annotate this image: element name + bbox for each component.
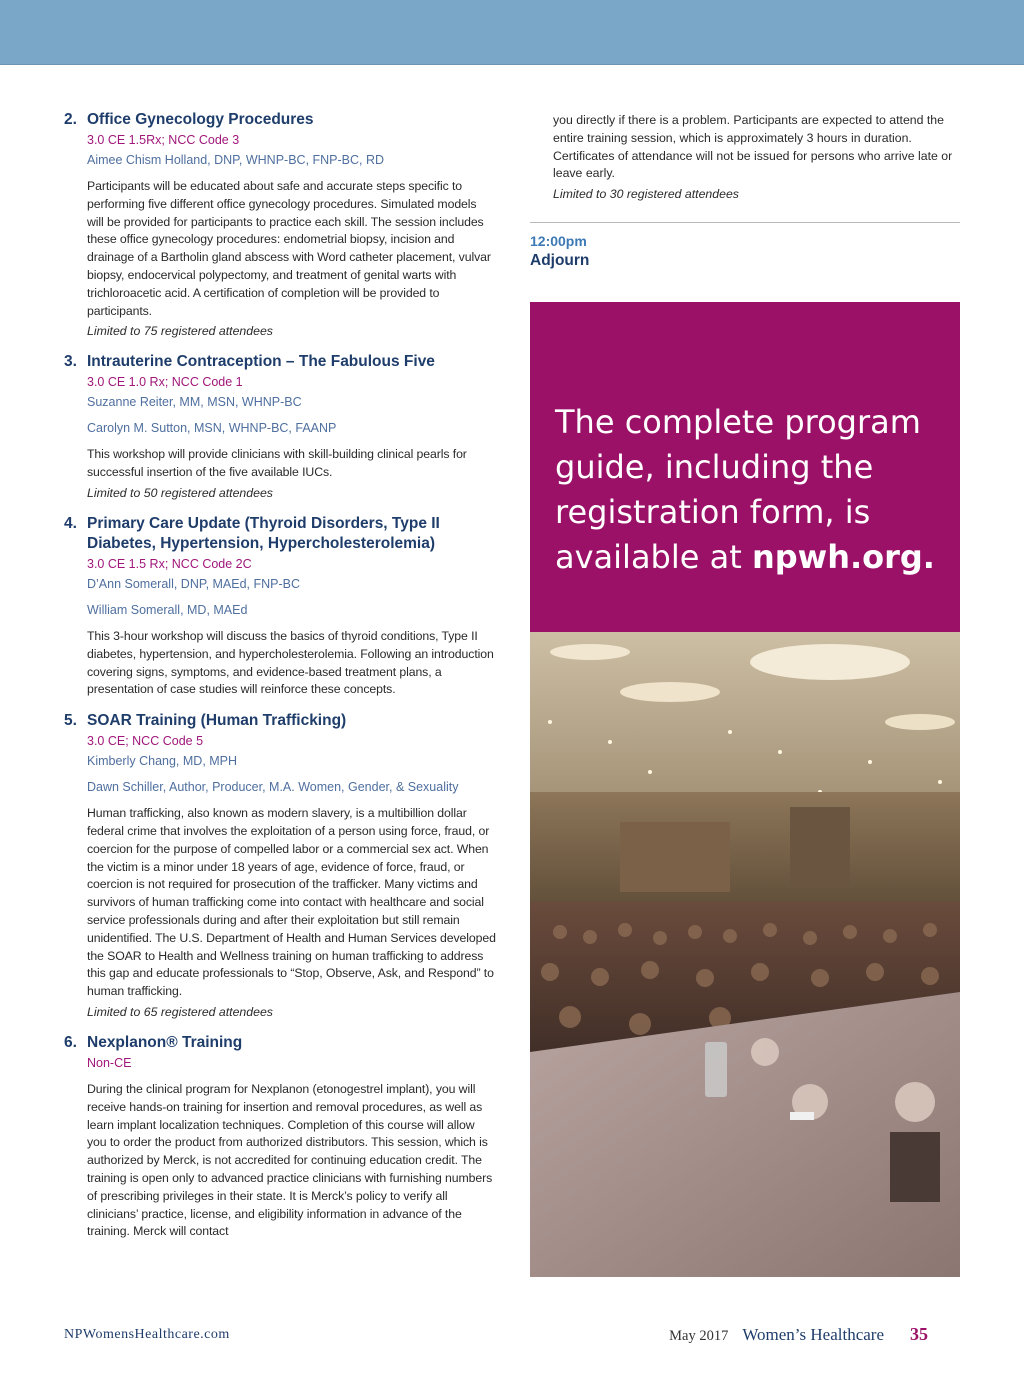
session-title: Office Gynecology Procedures xyxy=(87,111,314,128)
promo-link[interactable]: npwh.org. xyxy=(751,538,935,576)
session-presenter: Carolyn M. Sutton, MSN, WHNP-BC, FAANP xyxy=(87,421,337,436)
section-divider xyxy=(530,222,960,223)
session-number: 6. xyxy=(64,1033,77,1051)
session-presenter: Suzanne Reiter, MM, MSN, WHNP-BC xyxy=(87,395,302,410)
program-guide-promo xyxy=(530,302,960,632)
conference-photo xyxy=(530,632,960,1277)
session-item xyxy=(64,1033,496,1241)
page-number: 35 xyxy=(910,1324,928,1344)
session-title: Nexplanon® Training xyxy=(87,1033,243,1051)
session-title: Primary Care Update (Thyroid Disorders, Type II Diabetes, Hypertension, Hypercholesterolemia) xyxy=(87,514,440,552)
session-credits: 3.0 CE 1.0 Rx; NCC Code 1 xyxy=(87,375,243,390)
continuation-column xyxy=(530,112,962,203)
session-number: 4. xyxy=(64,514,77,532)
session-description: During the clinical program for Nexplanon (etonogestrel implant), you will receive hands-on training for insertion and removal procedures, as well as learn implant localization techniques. Completion of this course will allow you to order the product from authorized distributors. This session, which is authorized by Merck, is not accredited for continuing education credit. The training is open only to advanced practice clinicians with furnishing numbers of prescribing privileges in their state. It is Merck’s policy to verify all clinicians’ practice, license, and eligibility information in advance of the training. Merck will contact xyxy=(87,1081,493,1239)
session-presenter: Dawn Schiller, Author, Producer, M.A. Women, Gender, & Sexuality xyxy=(87,780,459,795)
session-item xyxy=(64,352,496,502)
conference-photo-illustration xyxy=(530,632,960,1277)
session-number: 3. xyxy=(64,353,77,371)
footer-site: NPWomensHealthcare.com xyxy=(64,1327,230,1342)
continuation-limit: Limited to 30 registered attendees xyxy=(553,187,739,202)
sessions-column xyxy=(64,110,496,1253)
session-credits: Non-CE xyxy=(87,1055,132,1070)
session-credits: 3.0 CE 1.5 Rx; NCC Code 2C xyxy=(87,556,252,571)
footer-magazine: Women’s Healthcare xyxy=(742,1325,884,1344)
session-credits: 3.0 CE 1.5Rx; NCC Code 3 xyxy=(87,133,240,147)
session-description: This 3-hour workshop will discuss the basics of thyroid conditions, Type II diabetes, hypertension, and hypercholesterolemia. Following an introduction covering signs, symptoms, and evidence-based treatment plans, a presentation of case studies will reinforce these concepts. xyxy=(87,628,494,697)
promo-message: The complete program guide, including the registration form, is available at xyxy=(555,403,921,576)
session-credits: 3.0 CE; NCC Code 5 xyxy=(87,734,204,749)
session-description: Human trafficking, also known as modern slavery, is a multibillion dollar federal crime that involves the exploitation of a person using force, fraud, or coercion for the purpose of compelled labor or a commercial sex act. When the victim is a minor under 18 years of age, evidence of force, fraud, or coercion is not required for prosecution of the trafficker. Many victims and survivors of human trafficking come into contact with healthcare and social service professionals during and after their exploitation but still remain unidentified. The U.S. Department of Health and Human Services developed the SOAR to Health and Wellness training on human trafficking to address this gap and educate professionals to “Stop, Observe, Ask, and Respond” to human trafficking. xyxy=(87,806,496,999)
adjourn-label: Adjourn xyxy=(530,252,590,269)
session-description: Participants will be educated about safe and accurate steps specific to performing five different office gynecology procedures. Simulated models will be provided for participants to practice each skill. The session includes these office gynecology procedures: endometrial biopsy, incision and drainage of a Bartholin gland abscess with Word catheter placement, vulvar biopsy, endocervical polypectomy, and treatment of genital warts with trichloroacetic acid. A certification of completion will be provided to participants. xyxy=(87,179,491,318)
footer-date: May 2017 xyxy=(669,1328,729,1344)
session-item xyxy=(64,514,496,699)
session-number: 2. xyxy=(64,111,77,128)
session-limit: Limited to 50 registered attendees xyxy=(87,485,273,500)
session-number: 5. xyxy=(64,712,77,730)
session-presenter: William Somerall, MD, MAEd xyxy=(87,602,248,617)
session-limit: Limited to 75 registered attendees xyxy=(87,324,273,339)
session-presenter: Kimberly Chang, MD, MPH xyxy=(87,754,238,769)
session-item xyxy=(64,110,496,340)
adjourn-time: 12:00pm xyxy=(530,233,587,249)
session-presenter: D’Ann Somerall, DNP, MAEd, FNP-BC xyxy=(87,576,301,591)
session-limit: Limited to 65 registered attendees xyxy=(87,1004,273,1019)
top-color-band xyxy=(0,0,1024,65)
promo-text xyxy=(555,400,955,580)
session-title: SOAR Training (Human Trafficking) xyxy=(87,712,347,730)
session-item xyxy=(64,711,496,1021)
footer-info xyxy=(669,1324,928,1345)
session-title: Intrauterine Contraception – The Fabulous Five xyxy=(87,353,435,371)
continuation-text: you directly if there is a problem. Participants are expected to attend the entire training session, which is approximately 3 hours in duration. Certificates of attendance will not be issued for persons who arrive late or leave early. xyxy=(553,113,953,181)
session-presenter: Aimee Chism Holland, DNP, WHNP-BC, FNP-BC, RD xyxy=(87,153,385,167)
session-description: This workshop will provide clinicians with skill-building clinical pearls for successful insertion of the five available IUCs. xyxy=(87,447,467,480)
